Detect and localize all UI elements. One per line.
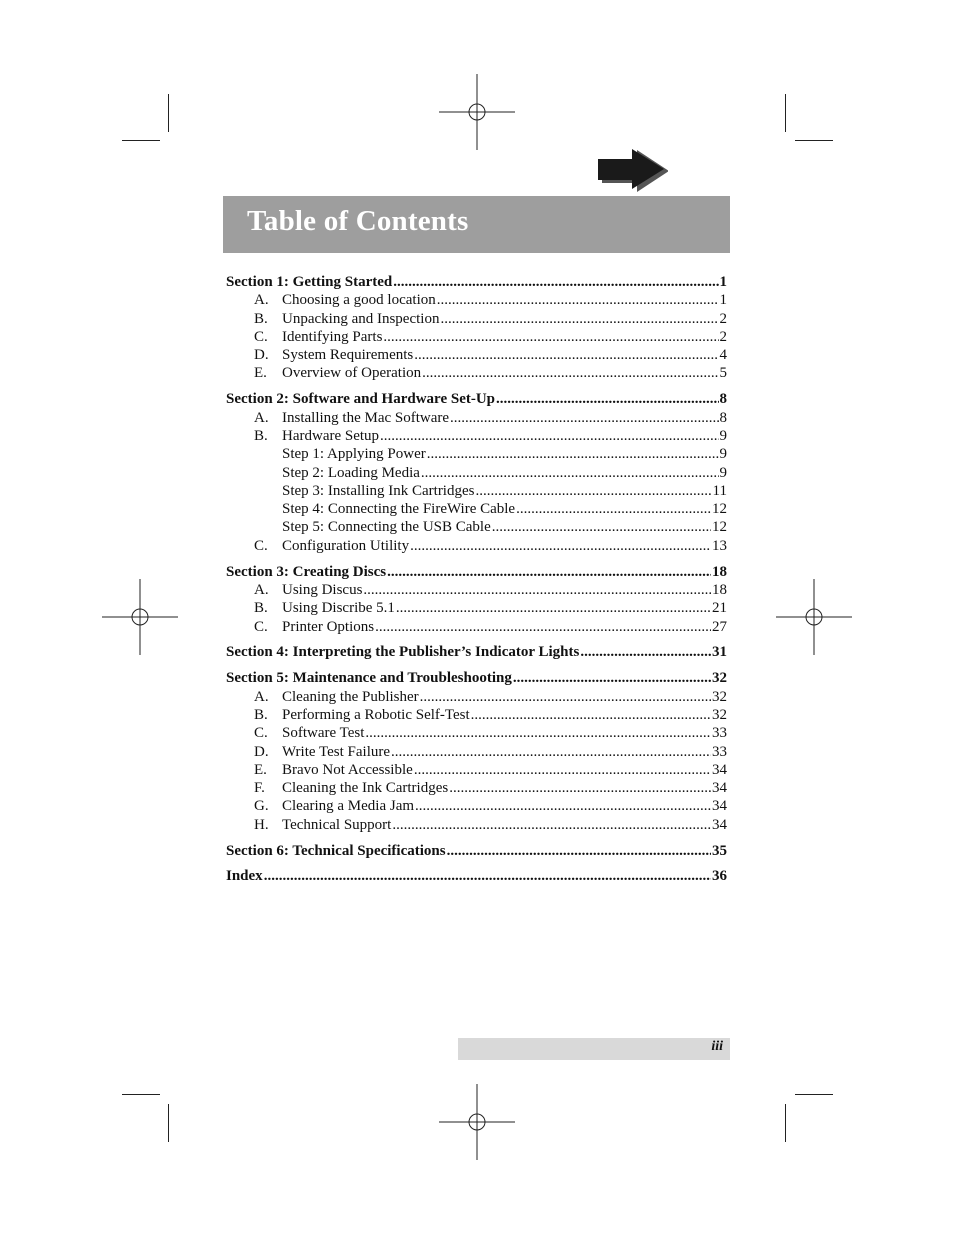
dot-leader [513,669,711,687]
page-number: iii [711,1039,723,1054]
toc-section-entry [226,867,727,885]
dot-leader [437,291,719,309]
toc-page-number: 31 [712,644,727,661]
toc-entry [226,310,727,328]
title-banner [223,196,730,253]
toc-entry-letter: C. [254,618,268,635]
toc-entry-title: Printer Options [282,618,375,635]
toc-entry-title: Software Test [282,725,365,742]
toc-page-number: 1 [719,292,727,309]
toc-page-number: 12 [712,501,727,518]
toc-entry-title: Bravo Not Accessible [282,761,413,778]
toc-entry-title: Using Discribe 5.1 [282,600,395,617]
toc-entry-title: Section 3: Creating Discs [226,563,387,580]
dot-leader [496,390,718,408]
dot-leader [414,346,718,364]
dot-leader [375,618,711,636]
dot-leader [447,842,711,860]
toc-entry-title: Step 2: Loading Media [282,464,420,481]
dot-leader [449,779,711,797]
toc-page-number: 13 [712,537,727,554]
toc-page-number: 8 [719,409,727,426]
toc-page-number: 34 [712,798,727,815]
dot-leader [427,445,719,463]
toc-entry-letter: E. [254,761,267,778]
toc-entry-letter: A. [254,292,269,309]
toc-entry-letter: H. [254,816,269,833]
toc-page-number: 34 [712,761,727,778]
toc-entry [226,445,727,463]
toc-entry [226,500,727,518]
dot-leader [387,563,711,581]
toc-page-number: 2 [719,310,727,327]
dot-leader [365,724,711,742]
toc-entry-letter: A. [254,688,269,705]
toc-entry-title: Index [226,868,263,885]
toc-page-number: 35 [712,842,727,859]
toc-entry-title: Step 4: Connecting the FireWire Cable [282,501,516,518]
dot-leader [450,409,718,427]
toc-page-number: 9 [719,446,727,463]
toc-page-number: 9 [719,427,727,444]
toc-page-number: 9 [719,464,727,481]
toc-page-number: 27 [712,618,727,635]
toc-entry-title: Write Test Failure [282,743,391,760]
toc-entry [226,618,727,636]
dot-leader [363,581,711,599]
toc-entry [226,743,727,761]
toc-section-entry [226,390,727,408]
page-title: Table of Contents [247,205,469,237]
toc-page-number: 2 [719,328,727,345]
toc-page-number: 1 [719,274,727,290]
toc-entry-letter: C. [254,328,268,345]
toc-entry-title: Performing a Robotic Self-Test [282,706,470,723]
toc-entry-title: Unpacking and Inspection [282,310,440,327]
toc-entry [226,599,727,617]
toc-page-number: 34 [712,816,727,833]
toc-entry-letter: F. [254,780,265,797]
toc-section-entry [226,842,727,860]
toc-entry-letter: D. [254,743,269,760]
toc-entry [226,518,727,536]
toc-section-entry [226,669,727,687]
toc-entry-title: Identifying Parts [282,328,383,345]
toc-entry [226,816,727,834]
dot-leader [391,743,711,761]
toc-entry-title: Overview of Operation [282,365,422,382]
toc-entry-title: Clearing a Media Jam [282,798,415,815]
toc-entry-title: Cleaning the Ink Cartridges [282,780,449,797]
toc-entry-title: Section 1: Getting Started [226,274,393,290]
dot-leader [392,816,711,834]
dot-leader [420,688,711,706]
dot-leader [421,464,719,482]
dot-leader [410,537,711,555]
toc-entry-letter: D. [254,347,269,364]
toc-page-number: 18 [712,581,727,598]
registration-mark-icon [776,579,852,655]
toc-entry [226,688,727,706]
toc-entry-letter: B. [254,706,268,723]
toc-entry-letter: A. [254,581,269,598]
toc-entry-title: Step 5: Connecting the USB Cable [282,519,491,536]
dot-leader [264,867,711,885]
toc-entry-title: Technical Support [282,816,392,833]
toc-page-number: 11 [712,482,727,499]
toc-entry-title: Section 5: Maintenance and Troubleshooting [226,670,512,687]
toc-entry [226,797,727,815]
crop-mark [785,1104,786,1142]
toc-entry-title: Hardware Setup [282,427,380,444]
toc-entry-title: Step 3: Installing Ink Cartridges [282,482,475,499]
dot-leader [422,364,718,382]
dot-leader [475,482,711,500]
toc-entry-letter: C. [254,537,268,554]
toc-page-number: 8 [719,391,727,408]
toc-page-number: 33 [712,725,727,742]
toc-entry-letter: A. [254,409,269,426]
dot-leader [380,427,718,445]
toc-entry-title: Section 6: Technical Specifications [226,842,446,859]
dot-leader [580,643,711,661]
registration-mark-icon [439,74,515,150]
crop-mark [122,140,160,141]
toc-page-number: 12 [712,519,727,536]
dot-leader [471,706,711,724]
page-number-bar [458,1038,730,1060]
crop-mark [795,1094,833,1095]
toc-section-entry [226,273,727,291]
dot-leader [415,797,711,815]
toc-page-number: 18 [712,563,727,580]
crop-mark [168,1104,169,1142]
dot-leader [440,310,718,328]
toc-entry-letter: B. [254,427,268,444]
crop-mark [122,1094,160,1095]
registration-mark-icon [102,579,178,655]
toc-entry [226,409,727,427]
crop-mark [795,140,833,141]
dot-leader [414,761,711,779]
toc-entry-title: Using Discus [282,581,363,598]
toc-entry [226,581,727,599]
right-arrow-icon [596,148,668,192]
toc-entry-letter: B. [254,600,268,617]
toc-section-entry [226,563,727,581]
toc-page-number: 4 [719,347,727,364]
toc-entry-title: System Requirements [282,347,414,364]
toc-entry [226,482,727,500]
dot-leader [383,328,718,346]
toc-page-number: 32 [712,706,727,723]
registration-mark-icon [439,1084,515,1160]
toc-entry-title: Section 2: Software and Hardware Set-Up [226,391,496,408]
toc-entry-title: Configuration Utility [282,537,410,554]
dot-leader [492,518,711,536]
toc-entry [226,537,727,555]
crop-mark [785,94,786,132]
toc-entry [226,779,727,797]
toc-page-number: 32 [712,688,727,705]
dot-leader [396,599,711,617]
toc-page-number: 33 [712,743,727,760]
dot-leader [393,273,718,291]
crop-mark [168,94,169,132]
toc-section-entry [226,643,727,661]
toc-entry [226,761,727,779]
toc-entry [226,291,727,309]
toc-entry [226,706,727,724]
toc-entry [226,364,727,382]
toc-entry [226,346,727,364]
toc-entry [226,427,727,445]
toc-entry-letter: B. [254,310,268,327]
table-of-contents [226,273,727,886]
toc-page-number: 5 [719,365,727,382]
toc-entry-title: Cleaning the Publisher [282,688,419,705]
toc-entry-title: Installing the Mac Software [282,409,450,426]
toc-page-number: 32 [712,670,727,687]
toc-entry-title: Choosing a good location [282,292,436,309]
toc-entry-letter: C. [254,725,268,742]
toc-entry-letter: E. [254,365,267,382]
toc-entry-title: Section 4: Interpreting the Publisher’s Indicator Lights [226,644,580,661]
toc-entry [226,464,727,482]
toc-page-number: 34 [712,780,727,797]
toc-page-number: 21 [712,600,727,617]
toc-entry [226,328,727,346]
toc-entry-title: Step 1: Applying Power [282,446,426,463]
toc-entry [226,724,727,742]
toc-entry-letter: G. [254,798,269,815]
dot-leader [516,500,711,518]
toc-page-number: 36 [712,868,727,885]
